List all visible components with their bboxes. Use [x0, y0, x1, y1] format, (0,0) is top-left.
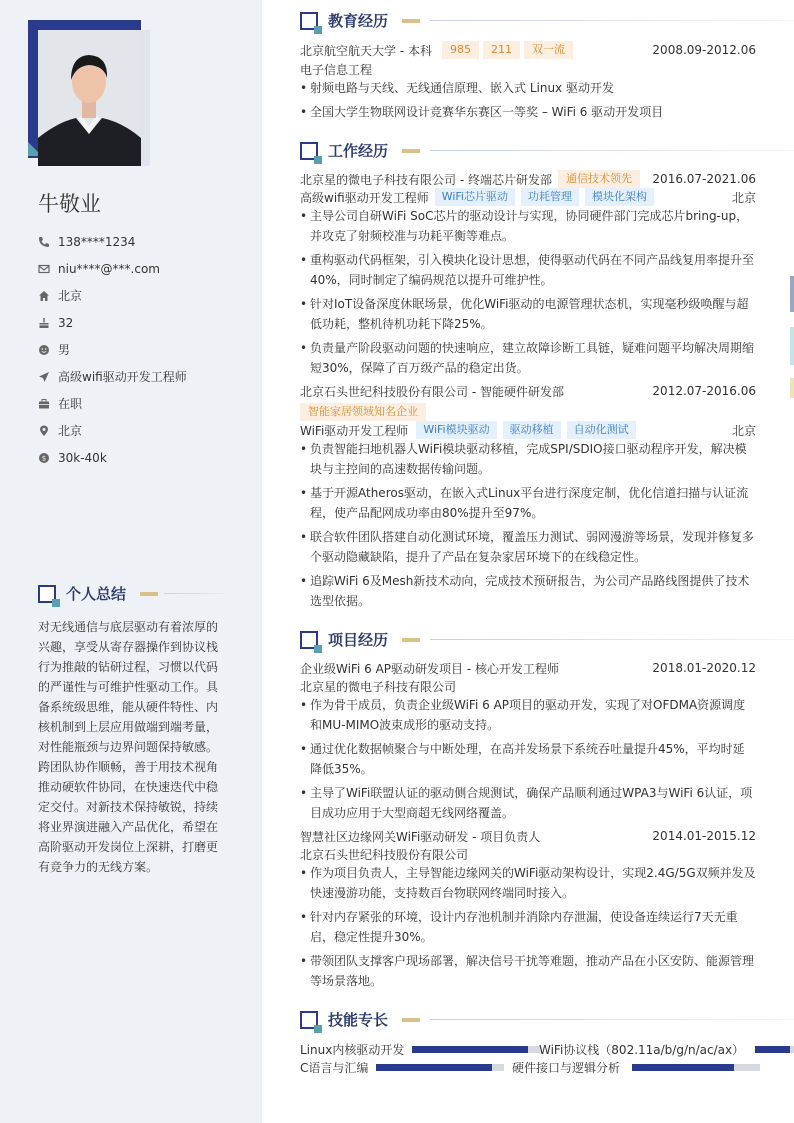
location-text: 北京	[58, 424, 83, 438]
svg-text:$: $	[41, 454, 47, 463]
status-text: 在职	[58, 397, 83, 411]
job-skill-tag: WiFi模块驱动	[416, 421, 496, 439]
phone-icon	[38, 236, 50, 248]
skill-level-bar	[376, 1064, 504, 1071]
info-gender	[38, 336, 187, 363]
job-industry-tag: 智能家居领域知名企业	[300, 403, 426, 421]
education-bullet: • 全国大学生物联网设计竞赛华东赛区一等奖 – WiFi 6 驱动开发项目	[300, 102, 756, 122]
location-icon	[38, 425, 50, 437]
education-title-bar	[402, 19, 420, 23]
job-bullet: • 基于开源Atheros驱动，在嵌入式Linux平台进行深度定制，优化信道扫描与认证流程，使产品配网成功率由80%提升至97%。	[300, 483, 756, 523]
work-header	[300, 142, 794, 164]
info-status	[38, 390, 187, 417]
home-icon	[38, 290, 50, 302]
projects-header	[300, 631, 794, 653]
skill-item	[512, 1058, 760, 1076]
edge-accent	[790, 327, 794, 365]
summary-title: 个人总结	[66, 585, 127, 603]
candidate-name: 牛敬业	[38, 192, 101, 216]
job-skill-tag: WiFi芯片驱动	[435, 188, 515, 206]
job-bullet: • 负责智能扫地机器人WiFi模块驱动移植，完成SPI/SDIO接口驱动程序开发，解决模块与主控间的高速数据传输问题。	[300, 439, 756, 479]
school-tag-first-class: 双一流	[524, 41, 573, 59]
mail-icon	[38, 263, 50, 275]
contact-info-list	[38, 228, 187, 471]
job-city: 北京	[731, 423, 756, 438]
home-text: 北京	[58, 289, 83, 303]
work-title-line	[430, 150, 794, 151]
project-bullet: • 针对内存紧张的环境，设计内存池机制并消除内存泄漏，使设备连续运行7天无重启，稳定性提升30%。	[300, 907, 756, 947]
projects-title-line	[430, 639, 794, 640]
skill-level-fill	[632, 1064, 734, 1071]
school-tag-211: 211	[483, 41, 520, 59]
edge-accent	[790, 276, 794, 312]
job-company: 北京石头世纪科技股份有限公司 - 智能硬件研发部	[300, 384, 564, 399]
job-role: WiFi驱动开发工程师	[300, 423, 409, 438]
job-bullet: • 负责量产阶段驱动问题的快速响应，建立故障诊断工具链，疑难问题平均解决周期缩短30%，保障了百万级产品的稳定出货。	[300, 338, 756, 378]
job-period: 2012.07-2016.06	[652, 384, 756, 398]
project-bullet: • 作为骨干成员，负责企业级WiFi 6 AP项目的驱动开发，实现了对OFDMA资源调度和MU-MIMO波束成形的驱动支持。	[300, 695, 756, 735]
skill-name: C语言与汇编	[300, 1060, 369, 1075]
skill-item	[539, 1040, 794, 1058]
skill-level-bar	[412, 1046, 540, 1053]
project-period: 2014.01-2015.12	[652, 829, 756, 843]
work-title: 工作经历	[328, 142, 389, 160]
info-position	[38, 363, 187, 390]
email-text: niu****@***.com	[58, 261, 160, 276]
info-email	[38, 255, 187, 282]
school-tag-985: 985	[442, 41, 479, 59]
project-bullet: • 主导了WiFi联盟认证的驱动侧合规测试，确保产品顺利通过WPA3与WiFi 6认证，项目成功应用于大型商超无线网络覆盖。	[300, 783, 756, 823]
education-school-row	[300, 41, 756, 59]
send-icon	[38, 371, 50, 383]
project-name: 智慧社区边缘网关WiFi驱动研发 - 项目负责人	[300, 829, 541, 844]
sidebar	[0, 0, 262, 1123]
project-bullet: • 通过优化数据帧聚合与中断处理，在高并发场景下系统吞吐量提升45%，平均时延降低35%。	[300, 739, 756, 779]
project-name: 企业级WiFi 6 AP驱动研发项目 - 核心开发工程师	[300, 661, 559, 676]
job-skill-tag: 驱动移植	[503, 421, 561, 439]
gender-text: 男	[58, 343, 71, 357]
job-company-row	[300, 382, 756, 400]
summary-header	[38, 585, 228, 607]
work-title-bar	[402, 149, 420, 153]
job-city: 北京	[731, 190, 756, 205]
skills-title-line	[430, 1019, 794, 1020]
job-role: 高级wifi驱动开发工程师	[300, 190, 429, 205]
skills-section-icon	[300, 1011, 318, 1029]
work-section-icon	[300, 142, 318, 160]
skills-title: 技能专长	[328, 1011, 389, 1029]
education-header	[300, 12, 794, 34]
info-age	[38, 309, 187, 336]
project-bullet: • 带领团队支撑客户现场部署，解决信号干扰等难题，推动产品在小区安防、能源管理等场景落地。	[300, 951, 756, 991]
job-bullet: • 针对IoT设备深度休眠场景，优化WiFi驱动的电源管理状态机，实现毫秒级唤醒与超低功耗，整机待机功耗下降25%。	[300, 294, 756, 334]
project-company: 北京星的微电子科技有限公司	[300, 679, 457, 694]
education-section-icon	[300, 12, 318, 30]
salary-icon	[38, 452, 50, 464]
position-text: 高级wifi驱动开发工程师	[58, 370, 187, 384]
education-title: 教育经历	[328, 12, 389, 30]
info-home	[38, 282, 187, 309]
info-location	[38, 417, 187, 444]
job-company-row	[300, 170, 756, 188]
education-major: 电子信息工程	[300, 62, 373, 77]
job-bullet: • 重构驱动代码框架，引入模块化设计思想，使得驱动代码在不同产品线复用率提升至40%，同时制定了编码规范以提升可维护性。	[300, 250, 756, 290]
face-icon	[38, 344, 50, 356]
skill-item	[300, 1058, 504, 1076]
projects-section-icon	[300, 631, 318, 649]
job-industry-row	[300, 403, 756, 421]
job-skill-tag: 模块化架构	[585, 188, 654, 206]
skill-level-fill	[376, 1064, 491, 1071]
skill-level-bar	[755, 1046, 794, 1053]
school-name: 北京航空航天大学 - 本科	[300, 43, 432, 58]
job-period: 2016.07-2021.06	[652, 172, 756, 186]
projects-title-bar	[402, 638, 420, 642]
salary-text: 30k-40k	[58, 450, 107, 465]
job-bullet: • 主导公司自研WiFi SoC芯片的驱动设计与实现，协同硬件部门完成芯片bring-up，并攻克了射频校准与功耗平衡等难点。	[300, 206, 756, 246]
skills-header	[300, 1011, 794, 1033]
age-text: 32	[58, 315, 74, 330]
job-company: 北京星的微电子科技有限公司 - 终端芯片研发部	[300, 172, 552, 187]
project-period: 2018.01-2020.12	[652, 661, 756, 675]
skills-title-bar	[402, 1018, 420, 1022]
skill-item	[300, 1040, 540, 1058]
summary-text: 对无线通信与底层驱动有着浓厚的兴趣，享受从寄存器操作到协议栈行为推敲的钻研过程，习惯以代码的严谨性与可维护性驱动工作。具备系统级思维，能从硬件特性、内核机制到上层应用做端到端考量，对性能瓶颈与边界问题保持敏感。跨团队协作顺畅，善于用技术视角推动硬软件协同，在快速迭代中稳定交付。对新技术保持敏锐，持续将业界演进融入产品优化，希望在高阶驱动开发岗位上深耕，打磨更有竞争力的无线方案。	[38, 620, 219, 874]
summary-title-bar	[140, 592, 158, 596]
job-skill-tag: 自动化测试	[567, 421, 636, 439]
project-company: 北京石头世纪科技股份有限公司	[300, 847, 469, 862]
education-title-line	[430, 20, 794, 21]
phone-text: 138****1234	[58, 234, 136, 249]
job-bullet: • 联合软件团队搭建自动化测试环境，覆盖压力测试、弱网漫游等场景，发现并修复多个驱动隐藏缺陷，提升了产品在复杂家居环境下的在线稳定性。	[300, 527, 756, 567]
project-name-row	[300, 659, 756, 677]
summary-title-line	[164, 593, 224, 594]
education-period: 2008.09-2012.06	[652, 43, 756, 57]
avatar	[38, 30, 141, 166]
skill-level-fill	[755, 1046, 791, 1053]
education-bullet: • 射频电路与天线、无线通信原理、嵌入式 Linux 驱动开发	[300, 78, 756, 98]
avatar-portrait-icon	[38, 30, 141, 166]
briefcase-icon	[38, 398, 50, 410]
summary-section-icon	[38, 585, 56, 603]
skill-level-bar	[632, 1064, 760, 1071]
info-salary	[38, 444, 187, 471]
info-phone	[38, 228, 187, 255]
edge-accent	[790, 378, 794, 398]
job-bullet: • 追踪WiFi 6及Mesh新技术动向，完成技术预研报告，为公司产品路线图提供了技术选型依据。	[300, 571, 756, 611]
skill-level-fill	[412, 1046, 527, 1053]
skill-name: WiFi协议栈（802.11a/b/g/n/ac/ax）	[539, 1042, 745, 1057]
job-skill-tag: 功耗管理	[521, 188, 579, 206]
project-name-row	[300, 827, 756, 845]
projects-title: 项目经历	[328, 631, 389, 649]
job-role-row	[300, 188, 756, 206]
project-bullet: • 作为项目负责人，主导智能边缘网关的WiFi驱动架构设计，实现2.4G/5G双频并发及快速漫游功能，支持数百台物联网终端同时接入。	[300, 863, 756, 903]
skill-name: 硬件接口与逻辑分析	[512, 1060, 621, 1075]
skill-name: Linux内核驱动开发	[300, 1042, 405, 1057]
job-industry-tag: 通信技术领先	[558, 170, 640, 188]
job-role-row	[300, 421, 756, 439]
cake-icon	[38, 317, 50, 329]
